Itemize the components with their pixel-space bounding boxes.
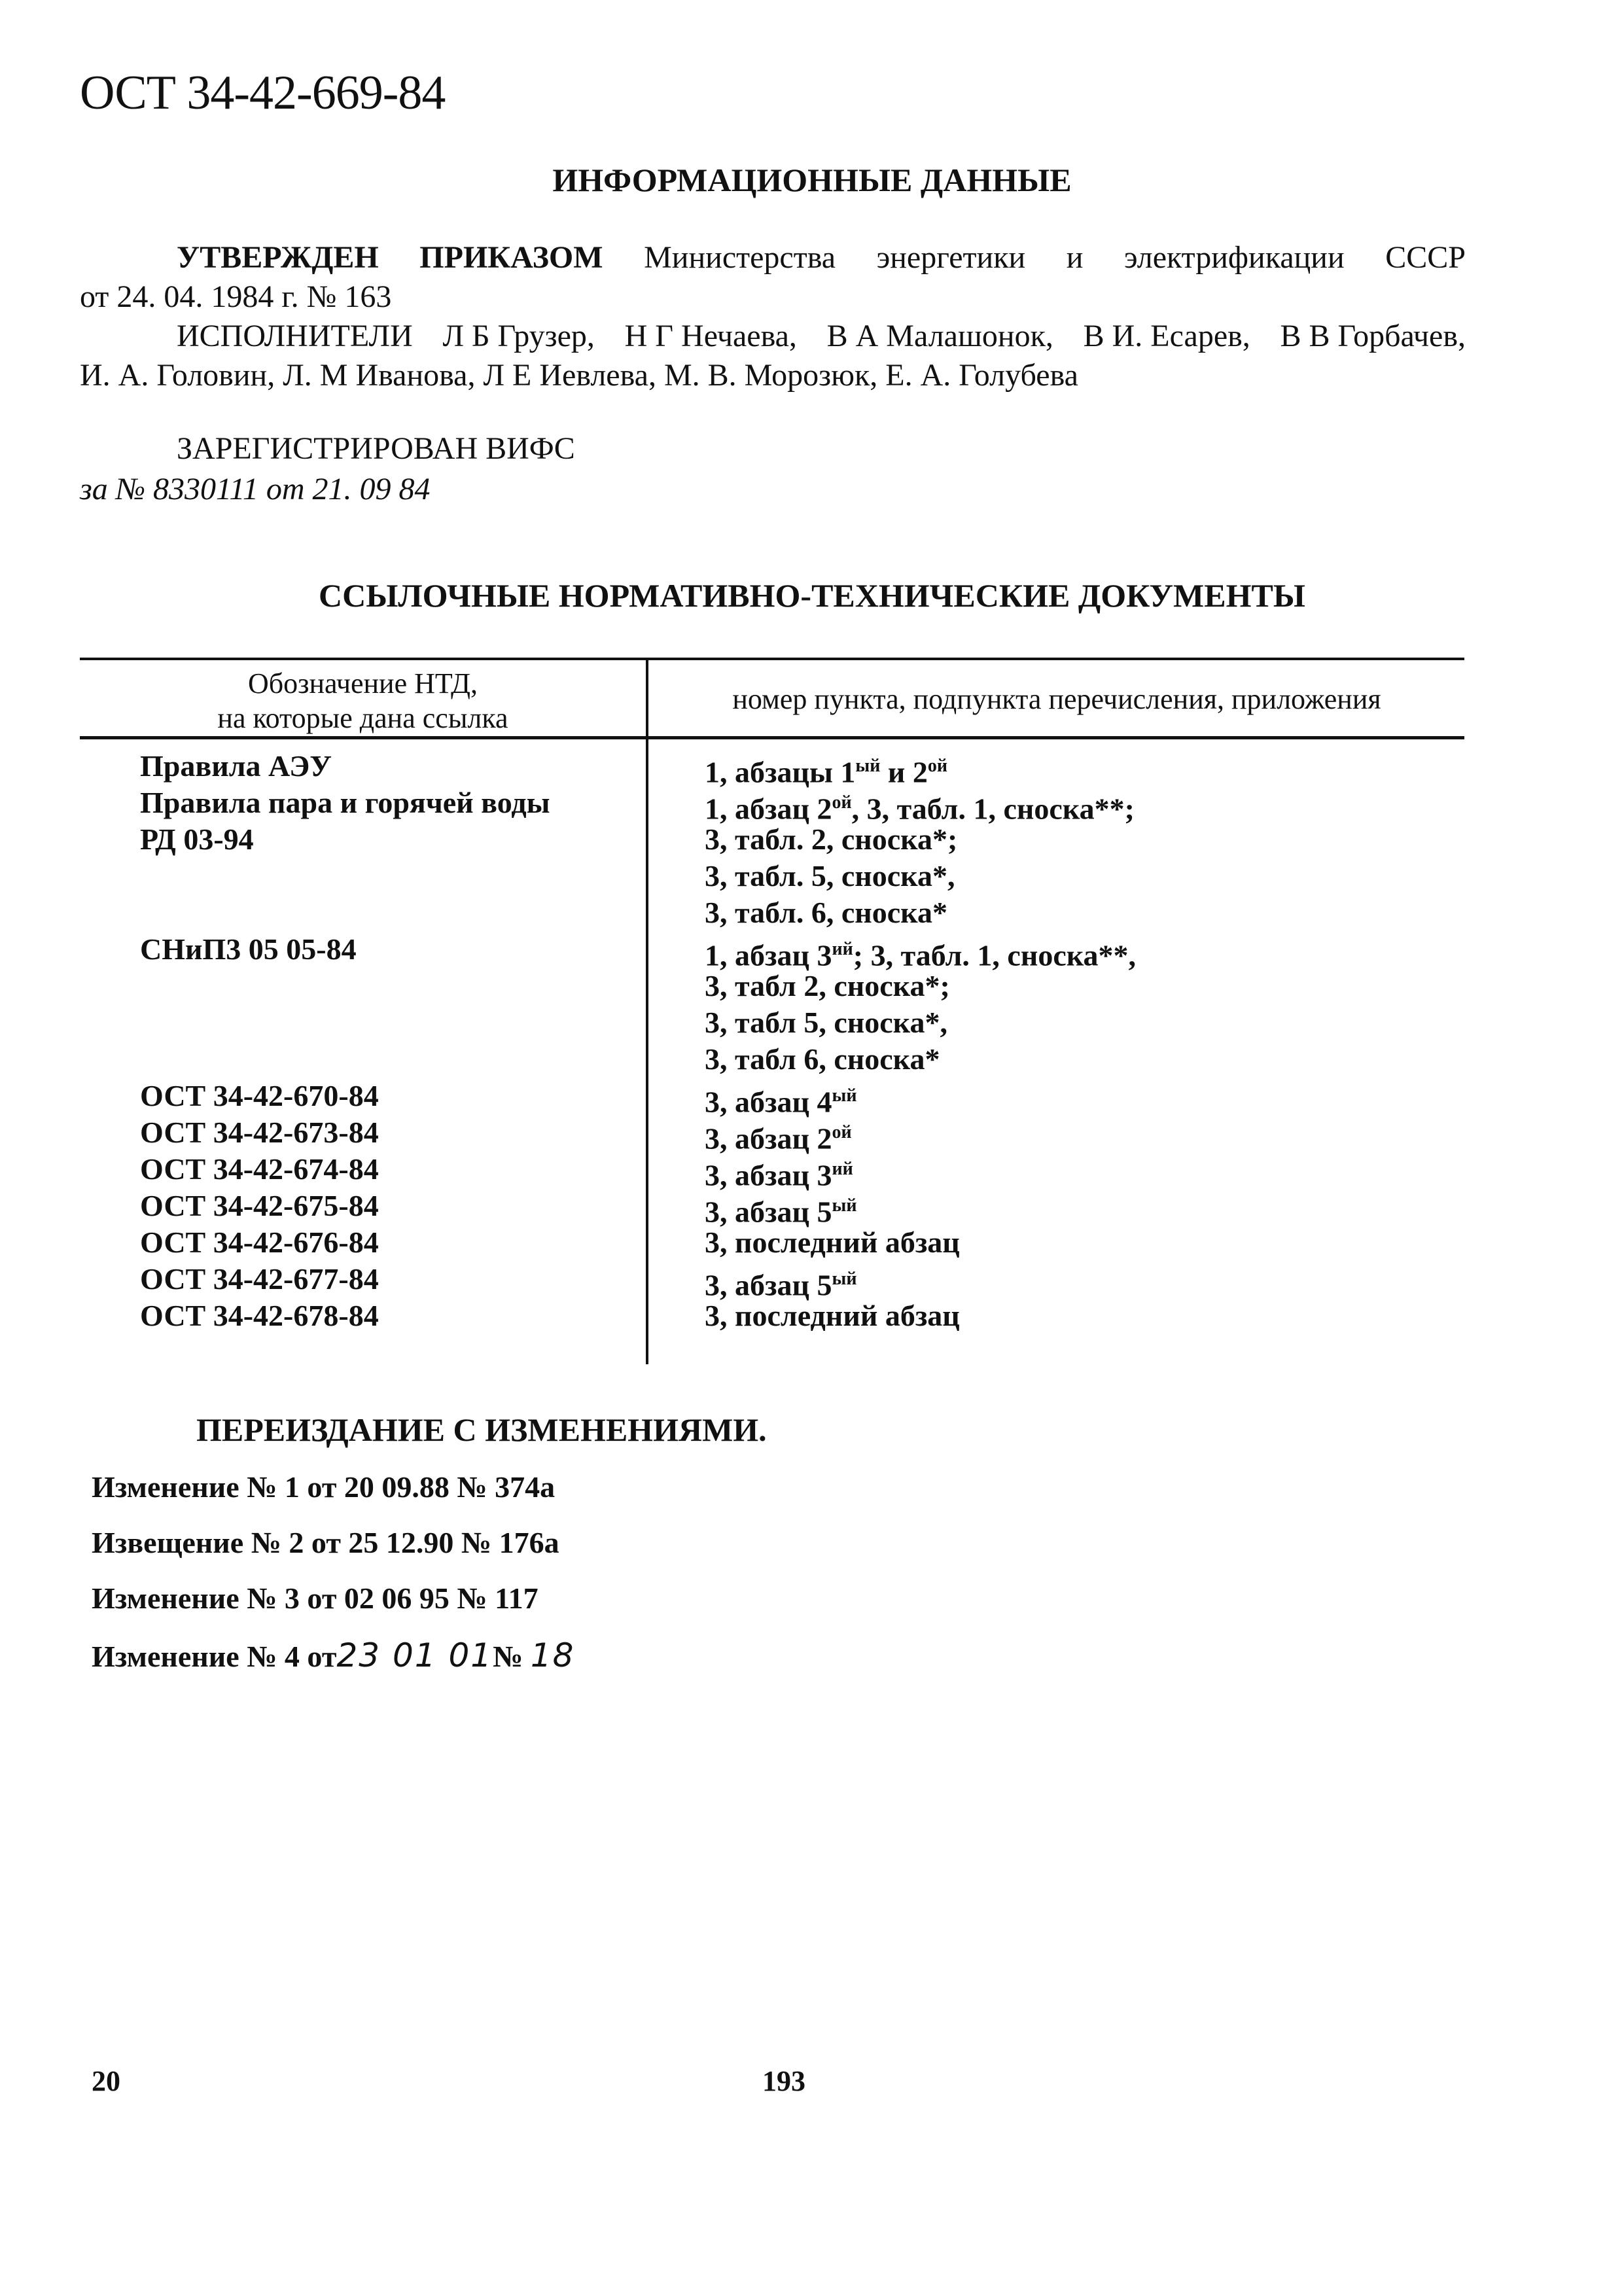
- table-header-left-line-2: на которые дана ссылка: [217, 701, 508, 734]
- table-header-left: [80, 667, 646, 736]
- cell-text: , 3, табл. 1, сноска**;: [851, 792, 1135, 826]
- cell-text: 3, табл 5, сноска*,: [705, 1006, 947, 1039]
- table-top-rule: [80, 658, 1464, 660]
- approved-word: и: [1066, 240, 1084, 275]
- table-cell-right: [705, 785, 1464, 826]
- cell-text: 1, абзац 2: [705, 792, 832, 826]
- ordinal-suffix: ый: [832, 1086, 857, 1106]
- registered-line-1: ЗАРЕГИСТРИРОВАН ВИФС: [177, 431, 575, 466]
- cell-text: 3, абзац 4: [705, 1085, 832, 1119]
- table-header-left-line-1: Обозначение НТД,: [247, 667, 478, 699]
- cell-text: 3, табл 2, сноска*;: [705, 969, 950, 1002]
- executors-word: ИСПОЛНИТЕЛИ: [177, 319, 413, 353]
- table-cell-right: [705, 1261, 1464, 1302]
- approved-word: УТВЕРЖДЕН: [177, 240, 379, 275]
- table-cell-left: ОСТ 34-42-677-84: [140, 1262, 379, 1296]
- table-cell-right: [705, 1188, 1464, 1229]
- table-cell-right: [705, 1041, 1464, 1078]
- ordinal-suffix: ой: [832, 1122, 852, 1142]
- page-number-center: 193: [762, 2065, 805, 2097]
- table-cell-left: Правила пара и горячей воды: [140, 786, 550, 819]
- table-cell-right: [705, 1004, 1464, 1041]
- cell-text: 3, абзац 3: [705, 1158, 832, 1192]
- table-cell-left: ОСТ 34-42-670-84: [140, 1079, 379, 1112]
- document-code: ОСТ 34-42-669-84: [80, 66, 446, 120]
- change-4-number-sign: №: [493, 1640, 523, 1673]
- ordinal-suffix: ой: [927, 756, 948, 776]
- reissue-heading: ПЕРЕИЗДАНИЕ С ИЗМЕНЕНИЯМИ.: [196, 1411, 767, 1448]
- approved-line-2: от 24. 04. 1984 г. № 163: [80, 279, 392, 314]
- table-cell-right: [705, 894, 1464, 931]
- cell-text: 1, абзацы 1: [705, 755, 856, 789]
- ordinal-suffix: ый: [832, 1269, 857, 1289]
- change-entry: [92, 1636, 575, 1674]
- cell-text: 3, табл. 5, сноска*,: [705, 859, 955, 892]
- table-cell-left: [140, 858, 637, 894]
- cell-text: 3, табл 6, сноска*: [705, 1042, 940, 1076]
- cell-text: 3, последний абзац: [705, 1226, 960, 1259]
- handwritten-date: 23 01 01: [336, 1636, 493, 1674]
- table-column-divider: [646, 658, 648, 1364]
- cell-text: и 2: [880, 755, 928, 789]
- cell-text: 3, абзац 5: [705, 1195, 832, 1229]
- reference-table: [80, 658, 1464, 1364]
- registered-line-2: за № 8330111 от 21. 09 84: [80, 472, 431, 506]
- table-cell-right: [705, 748, 1464, 789]
- change-4-prefix: Изменение № 4 от: [92, 1640, 337, 1673]
- table-header-rule: [80, 736, 1464, 739]
- approved-word: Министерства: [644, 240, 836, 275]
- table-cell-left: [140, 1004, 637, 1041]
- handwritten-number: 18: [530, 1636, 575, 1674]
- table-cell-left: [140, 894, 637, 931]
- ordinal-suffix: ой: [832, 792, 852, 813]
- executors-line-2: И. А. Головин, Л. М Иванова, Л Е Иевлева, М. В. Морозюк, Е. А. Голубева: [80, 358, 1078, 393]
- table-cell-left: ОСТ 34-42-678-84: [140, 1299, 379, 1332]
- cell-text: ; 3, табл. 1, сноска**,: [853, 938, 1137, 972]
- table-cell-left: ОСТ 34-42-674-84: [140, 1152, 379, 1186]
- table-header-right: номер пункта, подпункта перечисления, приложения: [732, 683, 1381, 715]
- table-cell-right: [705, 821, 1464, 858]
- change-entry: Изменение № 1 от 20 09.88 № 374а: [92, 1470, 556, 1504]
- cell-text: 3, абзац 5: [705, 1268, 832, 1302]
- ordinal-suffix: ий: [832, 1159, 853, 1179]
- refs-heading: ССЫЛОЧНЫЕ НОРМАТИВНО-ТЕХНИЧЕСКИЕ ДОКУМЕНТЫ: [319, 577, 1305, 614]
- cell-text: 3, табл. 6, сноска*: [705, 896, 947, 929]
- page-number-left: 20: [92, 2065, 120, 2097]
- executors-word: В В Горбачев,: [1280, 319, 1466, 353]
- cell-text: 1, абзац 3: [705, 938, 832, 972]
- table-cell-right: [705, 968, 1464, 1004]
- info-heading: ИНФОРМАЦИОННЫЕ ДАННЫЕ: [552, 162, 1072, 198]
- table-cell-right: [705, 1298, 1464, 1334]
- executors-word: Л Б Грузер,: [442, 319, 595, 353]
- change-entry: Извещение № 2 от 25 12.90 № 176а: [92, 1526, 559, 1559]
- table-cell-right: [705, 1078, 1464, 1119]
- table-cell-left: Правила АЭУ: [140, 749, 332, 783]
- approved-word: ПРИКАЗОМ: [419, 240, 603, 275]
- executors-word: В И. Есарев,: [1083, 319, 1250, 353]
- approved-word: электрификации: [1124, 240, 1345, 275]
- table-left-column: [140, 748, 637, 1334]
- approved-line-1: [177, 241, 1466, 275]
- table-cell-right: [705, 858, 1464, 894]
- cell-text: 3, абзац 2: [705, 1122, 832, 1156]
- table-cell-left: [140, 968, 637, 1004]
- table-right-column: [705, 748, 1464, 1334]
- approved-word: СССР: [1385, 240, 1466, 275]
- executors-word: Н Г Нечаева,: [624, 319, 797, 353]
- table-cell-left: ОСТ 34-42-673-84: [140, 1116, 379, 1149]
- table-cell-left: ОСТ 34-42-676-84: [140, 1226, 379, 1259]
- table-cell-right: [705, 1224, 1464, 1261]
- table-cell-left: [140, 1041, 637, 1078]
- ordinal-suffix: ый: [832, 1195, 857, 1216]
- table-cell-right: [705, 1151, 1464, 1192]
- approved-word: энергетики: [876, 240, 1026, 275]
- change-entry: Изменение № 3 от 02 06 95 № 117: [92, 1581, 538, 1615]
- table-cell-left: СНиП3 05 05-84: [140, 932, 357, 966]
- ordinal-suffix: ий: [832, 939, 853, 959]
- cell-text: 3, табл. 2, сноска*;: [705, 822, 958, 856]
- executors-line-1: [177, 319, 1466, 354]
- table-cell-right: [705, 1114, 1464, 1156]
- table-cell-left: ОСТ 34-42-675-84: [140, 1189, 379, 1222]
- table-cell-left: РД 03-94: [140, 822, 254, 856]
- table-cell-right: [705, 931, 1464, 972]
- executors-word: В А Малашонок,: [826, 319, 1053, 353]
- ordinal-suffix: ый: [855, 756, 881, 776]
- cell-text: 3, последний абзац: [705, 1299, 960, 1332]
